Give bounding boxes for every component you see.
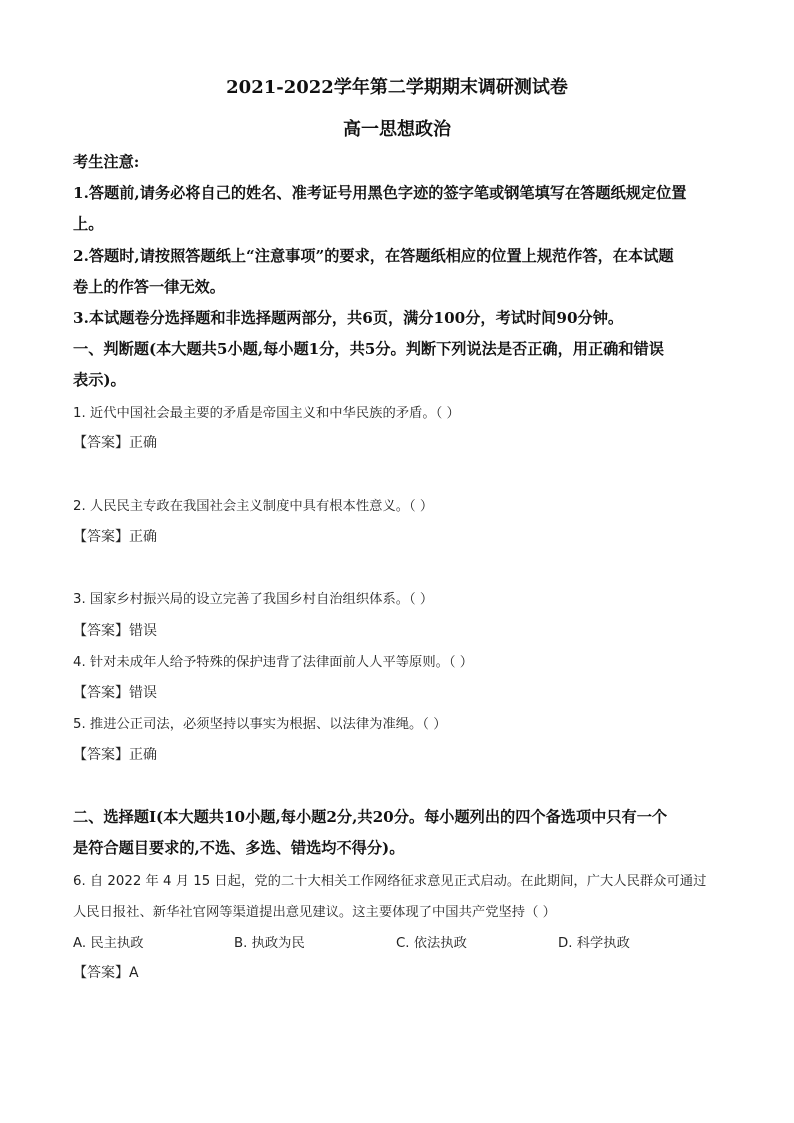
question-5: 5. 推进公正司法，必须坚持以事实为根据、以法律为准绳。（ ） (73, 717, 447, 732)
notice-heading: 考生注意: (73, 153, 140, 171)
question-6-option-b: B. 执政为民 (234, 936, 305, 951)
notice-item-3: 3.本试题卷分选择题和非选择题两部分，共6页，满分100分，考试时间90分钟。 (73, 309, 624, 327)
section1-heading: 一、判断题(本大题共5小题,每小题1分，共5分。判断下列说法是否正确，用正确和错误 (73, 340, 664, 358)
section1-heading-cont: 表示)。 (73, 371, 126, 389)
notice-item-1-cont: 上。 (73, 215, 104, 233)
section2-heading: 二、选择题Ⅰ(本大题共10小题,每小题2分,共20分。每小题列出的四个备选项中只有一个 (73, 808, 668, 826)
question-1: 1. 近代中国社会最主要的矛盾是帝国主义和中华民族的矛盾。（ ） (73, 406, 460, 421)
question-6-cont: 人民日报社、新华社官网等渠道提出意见建议。这主要体现了中国共产党坚持（ ） (73, 905, 556, 920)
answer-2: 【答案】正确 (73, 529, 157, 545)
answer-1: 【答案】正确 (73, 435, 157, 451)
question-6-option-c: C. 依法执政 (396, 936, 467, 951)
answer-6: 【答案】A (73, 965, 139, 981)
question-4: 4. 针对未成年人给予特殊的保护违背了法律面前人人平等原则。（ ） (73, 655, 474, 670)
notice-item-2: 2.答题时,请按照答题纸上“注意事项”的要求，在答题纸相应的位置上规范作答，在本试题 (73, 247, 674, 265)
question-6-option-d: D. 科学执政 (558, 936, 630, 951)
notice-item-2-cont: 卷上的作答一律无效。 (73, 278, 225, 296)
notice-item-1: 1.答题前,请务必将自己的姓名、准考证号用黑色字迹的签字笔或钢笔填写在答题纸规定位置 (73, 184, 687, 202)
exam-title: 2021-2022学年第二学期期末调研测试卷 (226, 77, 568, 98)
question-6-option-a: A. 民主执政 (73, 936, 144, 951)
answer-5: 【答案】正确 (73, 747, 157, 763)
answer-4: 【答案】错误 (73, 685, 157, 701)
question-6: 6. 自 2022 年 4 月 15 日起，党的二十大相关工作网络征求意见正式启动。在此期间，广大人民群众可通过 (73, 874, 707, 889)
answer-3: 【答案】错误 (73, 623, 157, 639)
question-3: 3. 国家乡村振兴局的设立完善了我国乡村自治组织体系。（ ） (73, 592, 434, 607)
question-2: 2. 人民民主专政在我国社会主义制度中具有根本性意义。（ ） (73, 499, 434, 514)
section2-heading-cont: 是符合题目要求的,不选、多选、错选均不得分)。 (73, 839, 405, 857)
exam-subject: 高一思想政治 (343, 119, 451, 140)
